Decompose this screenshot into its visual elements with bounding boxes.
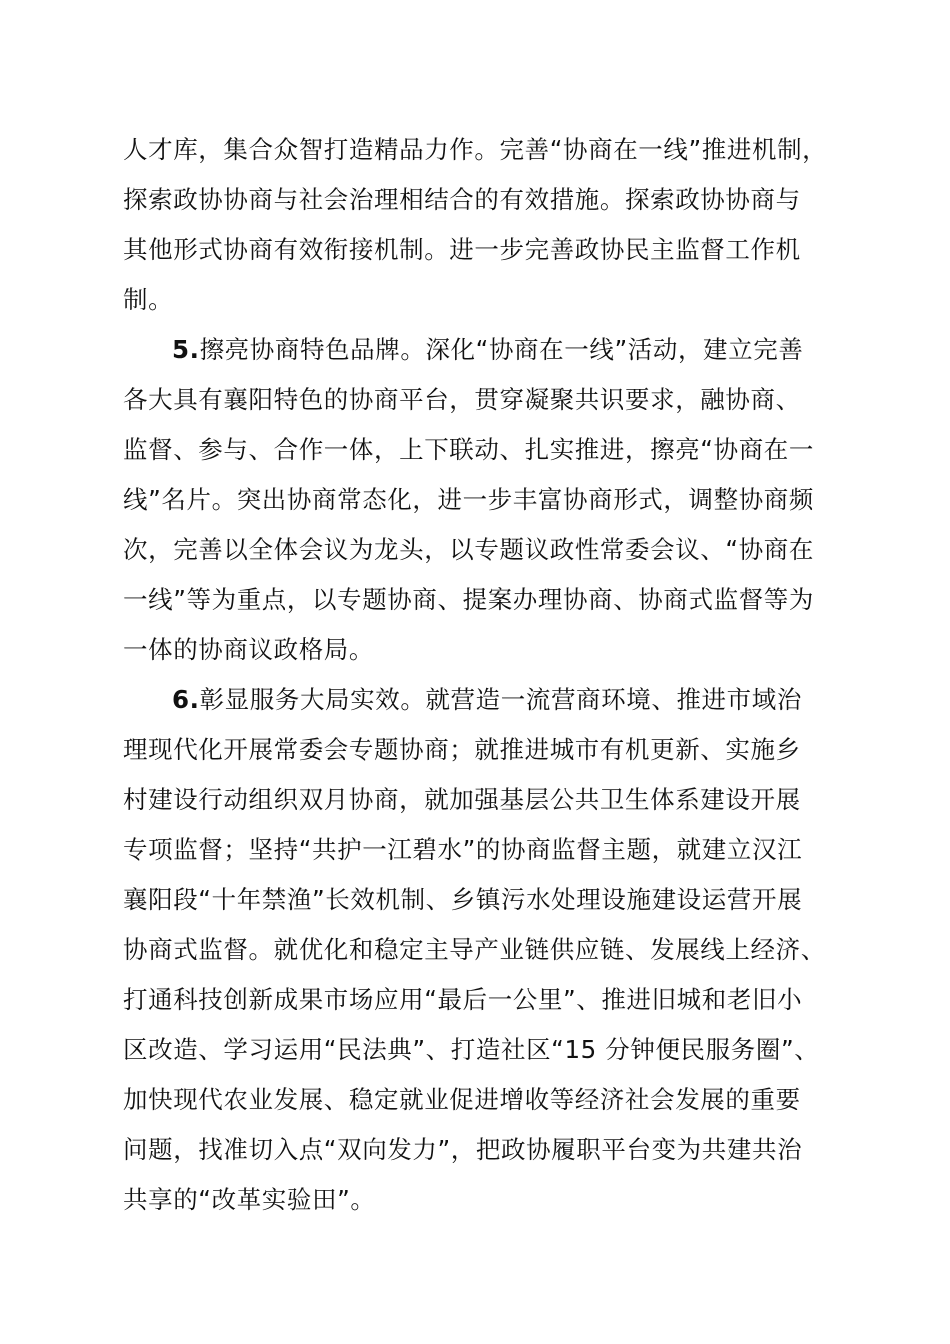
text-line: 探索政协协商与社会治理相结合的有效措施。探索政协协商与 <box>123 185 801 214</box>
text-line: 一线”等为重点，以专题协商、提案办理协商、协商式监督等为 <box>123 585 814 614</box>
text-line: 擦亮协商特色品牌。深化“协商在一线”活动，建立完善 <box>199 335 804 364</box>
text-line: 其他形式协商有效衔接机制。进一步完善政协民主监督工作机 <box>123 235 801 264</box>
text-line: 次，完善以全体会议为龙头，以专题议政性常委会议、“协商在 <box>123 535 814 564</box>
section-6-first-line <box>172 684 802 716</box>
text-line: 专项监督；坚持“共护一江碧水”的协商监督主题，就建立汉江 <box>123 835 803 864</box>
text-line: 彰显服务大局实效。就营造一流营商环境、推进市域治 <box>199 685 802 714</box>
section-5-number: 5. <box>172 335 200 364</box>
section-5-first-line <box>172 334 803 366</box>
text-line: 协商式监督。就优化和稳定主导产业链供应链、发展线上经济、 <box>123 935 826 964</box>
text-line: 线”名片。突出协商常态化，进一步丰富协商形式，调整协商频 <box>123 485 814 514</box>
text-line: 监督、参与、合作一体，上下联动、扎实推进，擦亮“协商在一 <box>123 435 814 464</box>
text-line: 打通科技创新成果市场应用“最后一公里”、推进旧城和老旧小 <box>123 985 803 1014</box>
text-line: 加快现代农业发展、稳定就业促进增收等经济社会发展的重要 <box>123 1085 801 1114</box>
text-line: 共享的“改革实验田”。 <box>123 1185 376 1214</box>
text-line: 区改造、学习运用“民法典”、打造社区“15 分钟便民服务圈”、 <box>123 1035 820 1064</box>
text-line: 村建设行动组织双月协商，就加强基层公共卫生体系建设开展 <box>123 785 801 814</box>
text-line: 各大具有襄阳特色的协商平台，贯穿凝聚共识要求，融协商、 <box>123 385 801 414</box>
text-line: 制。 <box>123 285 174 314</box>
text-line: 襄阳段“十年禁渔”长效机制、乡镇污水处理设施建设运营开展 <box>123 885 803 914</box>
text-line: 人才库，集合众智打造精品力作。完善“协商在一线”推进机制， <box>123 135 828 164</box>
text-line: 理现代化开展常委会专题协商；就推进城市有机更新、实施乡 <box>123 735 801 764</box>
section-6-number: 6. <box>172 685 200 714</box>
text-line: 一体的协商议政格局。 <box>123 635 374 664</box>
text-line: 问题，找准切入点“双向发力”，把政协履职平台变为共建共治 <box>123 1135 803 1164</box>
